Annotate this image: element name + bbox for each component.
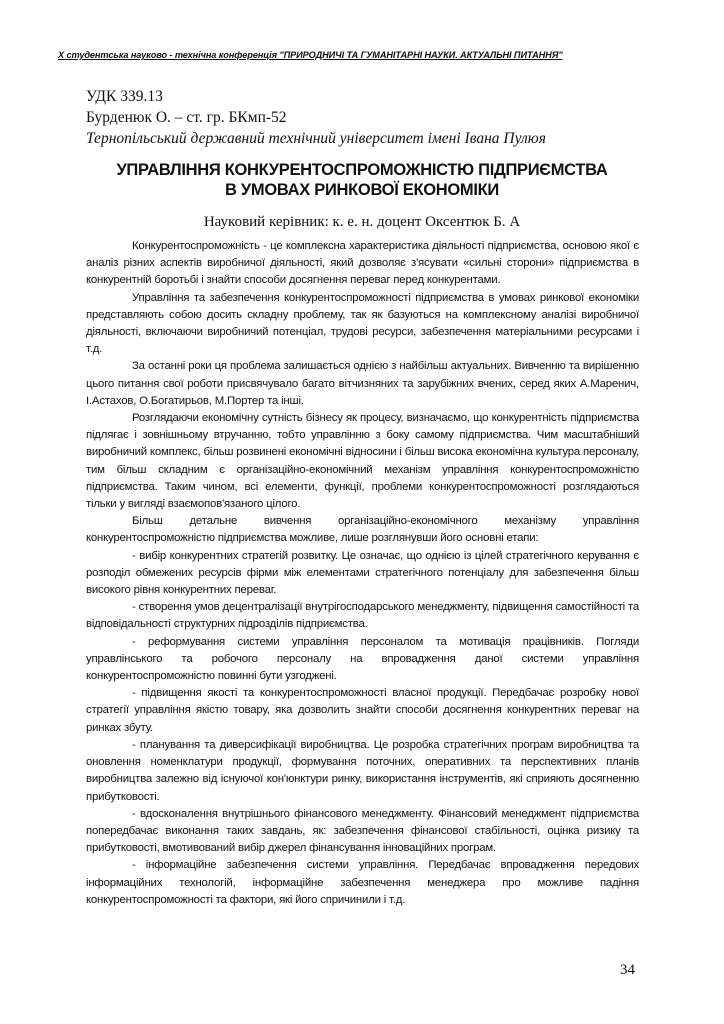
- paragraph: За останні роки ця проблема залишається однією з найбільш актуальних. Вивченню та вирішенню цього питання свої роботи присвячувало багато вітчизняних та зарубіжних вчених, серед яких А.Маренич, І.Астахов, О.Богатирьов, М.Портер та інші.: [86, 360, 639, 407]
- article-meta: [86, 86, 546, 149]
- paragraph: Розглядаючи економічну сутність бізнесу як процесу, визначаємо, що конкурентність підприємства підлягає і зовнішньому втручанню, тобто управлінню з боку самому підприємства. Чим масштабніший виробничий комплекс, більш розвинені економічні відносини і більш висока економічна культура персоналу, тим більш складним є організаційно-економічний механізм управління конкурентоспроможністю підприємства. Таким чином, всі елементи, функції, проблеми конкурентоспроможності розглядаються тільки у вигляді взаємопов'язаного цілого.: [86, 412, 639, 511]
- list-item: - створення умов децентралізації внутрігосподарського менеджменту, підвищення самостійності та відповідальності структурних підрозділів підприємства.: [86, 601, 639, 631]
- affiliation: Тернопільський державний технічний університет імені Івана Пулюя: [86, 130, 546, 147]
- list-item: - інформаційне забезпечення системи управління. Передбачає впровадження передових інформаційних технологій, інформаційне забезпечення менеджера про можливе падіння конкурентоспроможності та фактори, які його спричинили і т.д.: [86, 859, 639, 906]
- title-line-2: В УМОВАХ РИНКОВОЇ ЕКОНОМІКИ: [225, 181, 499, 199]
- paragraph: Більш детальне вивчення організаційно-економічного механізму управління конкурентоспроможністю підприємства можливе, лише розглянувши його основні етапи:: [86, 515, 639, 545]
- conference-header: X студентська науково - технічна конференція "ПРИРОДНИЧІ ТА ГУМАНІТАРНІ НАУКИ. АКТУАЛЬНІ ПИТАННЯ": [58, 50, 563, 60]
- list-item: - планування та диверсифікації виробництва. Це розробка стратегічних програм виробництва та оновлення номенклатури продукції, формування поточних, оперативних та перспективних планів виробництва залежно від існуючої кон'юнктури ринку, використання інструментів, які сприяють досягненню прибутковості.: [86, 738, 639, 803]
- page-number: 34: [620, 962, 635, 978]
- article-title: [60, 160, 664, 200]
- list-item: - підвищення якості та конкурентоспроможності власної продукції. Передбачає розробку нової стратегії управління якістю товару, яка дозволить знайти способи досягнення конкурентних переваг на ринках збуту.: [86, 687, 639, 734]
- supervisor-line: Науковий керівник: к. е. н. доцент Оксентюк Б. А: [203, 214, 521, 230]
- article-body: [86, 238, 639, 909]
- udc-code: УДК 339.13: [86, 88, 163, 105]
- list-item: - вибір конкурентних стратегій розвитку. Це означає, що однією із цілей стратегічного керування є розподіл обмежених ресурсів фірми між елементами стратегічного потенціалу для забезпечення більш високого рівня конкурентних переваг.: [86, 549, 639, 597]
- list-item: - вдосконалення внутрішнього фінансового менеджменту. Фінансовий менеджмент підприємства попередбачає виконання таких завдань, як: забезпечення фінансової стабільності, оцінка ризику та прибутковості, вмотивований вибір джерел фінансування інноваційних програм.: [86, 807, 639, 855]
- paragraph: Управління та забезпечення конкурентоспроможності підприємства в умовах ринкової економіки представляють собою досить складну проблему, так як базуються на комплексному аналізі виробничої діяльності, включаючи виробничий потенціал, трудові ресурси, забезпечення матеріальними ресурсами і т.д.: [86, 291, 639, 356]
- author-line: Бурденюк О. – ст. гр. БКмп-52: [86, 109, 287, 126]
- paragraph: Конкурентоспроможність - це комплексна характеристика діяльності підприємства, основою якої є аналіз різних аспектів виробничої діяльності, який дозволяє з'ясувати «сильні сторони» підприємства в конкурентній боротьбі і знайти способи досягнення переваг перед конкурентами.: [86, 240, 639, 287]
- list-item: - реформування системи управління персоналом та мотивація працівників. Погляди управлінського та робочого персоналу на впровадження даної системи управління конкурентоспроможністю повинні бути узгоджені.: [86, 635, 639, 683]
- title-line-1: УПРАВЛІННЯ КОНКУРЕНТОСПРОМОЖНІСТЮ ПІДПРИЄМСТВА: [116, 161, 608, 179]
